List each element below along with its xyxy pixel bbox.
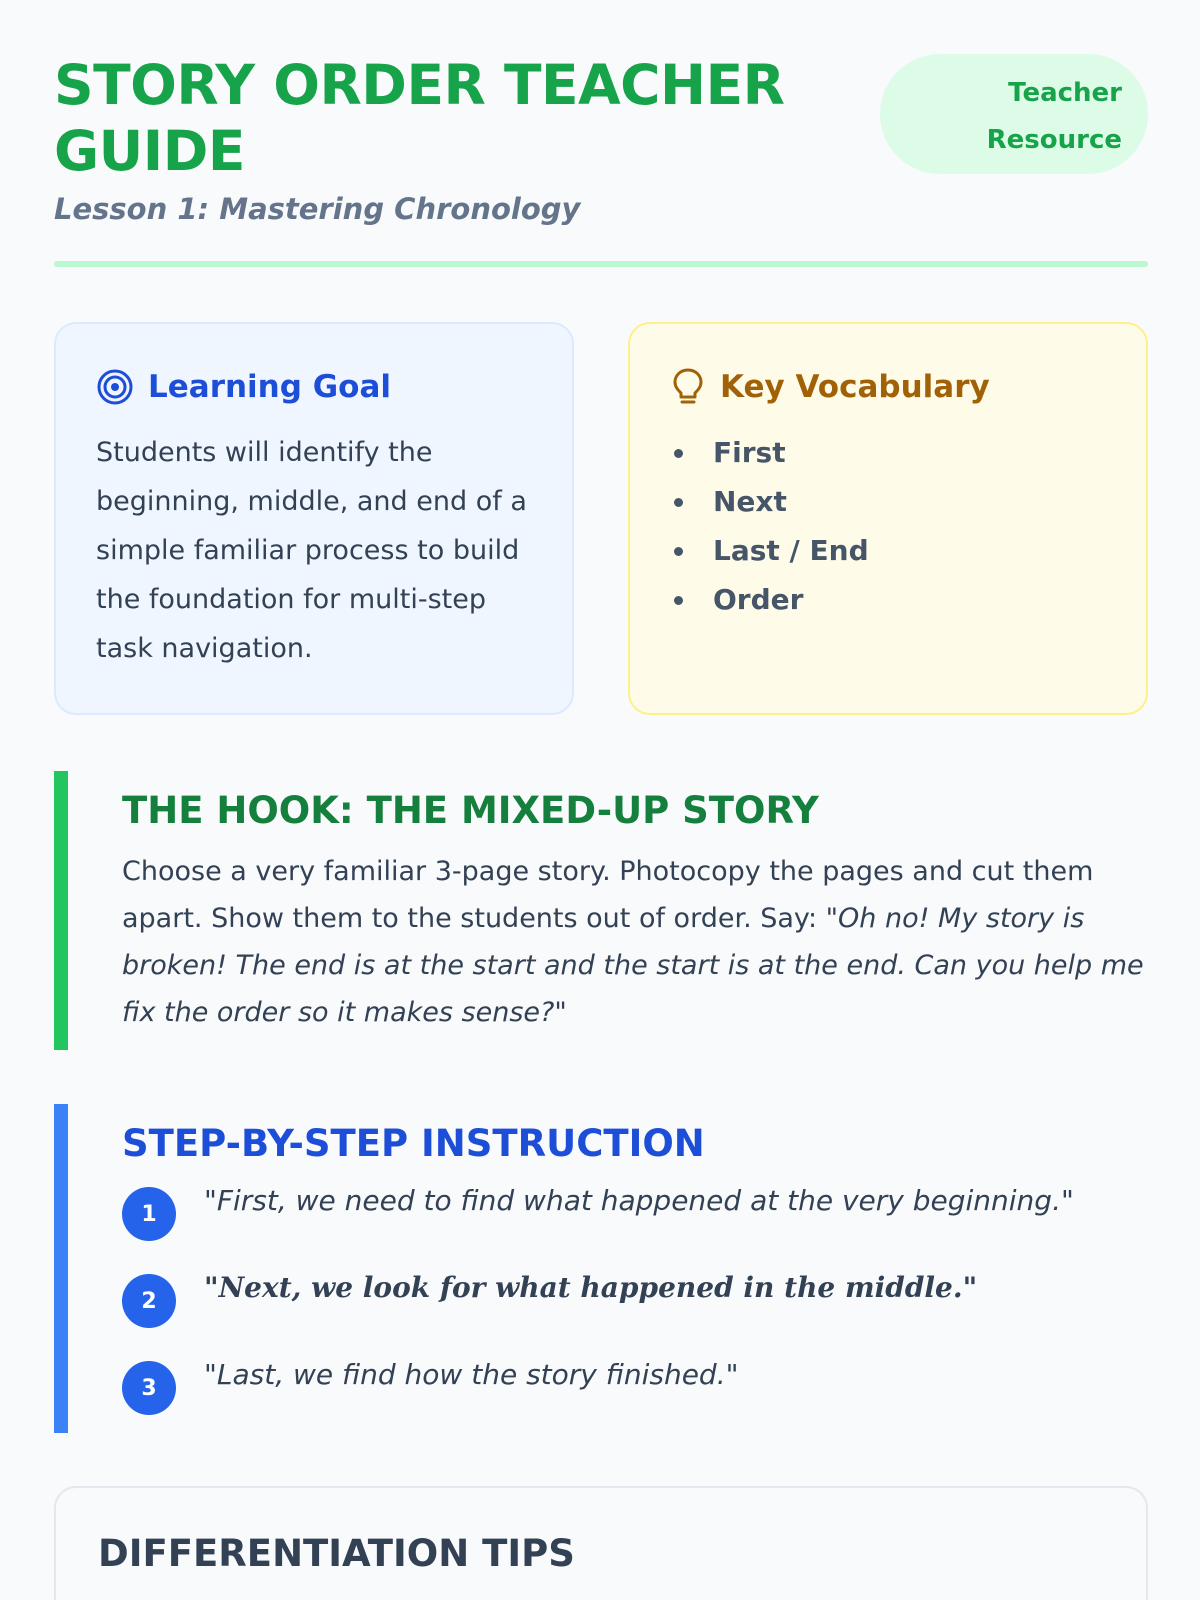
learning-goal-card — [54, 322, 574, 715]
learning-goal-text: Students will identify the beginning, middle, and end of a simple familiar process to build the foundation for multi-step task navigation. — [96, 437, 527, 664]
key-vocabulary-card — [628, 322, 1148, 715]
differentiation-card — [54, 1486, 1148, 1600]
step-item — [122, 1355, 1148, 1442]
instruction-section — [54, 1104, 1148, 1433]
hook-title: THE HOOK: THE MIXED-UP STORY — [122, 789, 819, 832]
vocabulary-item: Next — [670, 477, 1106, 526]
hook-text — [122, 848, 1148, 1036]
step-item — [122, 1268, 1148, 1355]
target-icon — [96, 368, 134, 406]
step-number-badge: 3 — [122, 1361, 176, 1415]
step-number-badge: 2 — [122, 1274, 176, 1328]
step-text: "Last, we find how the story finished." — [204, 1358, 739, 1391]
vocabulary-list — [670, 428, 1106, 624]
hook-instructions: Choose a very familiar 3-page story. Photocopy the pages and cut them apart. Show them to the students out of order. Say: — [122, 856, 1094, 934]
hook-section — [54, 771, 1148, 1050]
badge-line-2: Resource — [986, 125, 1122, 155]
step-item — [122, 1181, 1148, 1268]
page-title: STORY ORDER TEACHER GUIDE — [54, 53, 785, 183]
learning-goal-title: Learning Goal — [148, 369, 392, 405]
hook-quote: "Oh no! My story is broken! The end is at the start and the start is at the end. Can you help me fix the order so it makes sense?" — [122, 903, 1144, 1028]
vocabulary-item: Order — [670, 575, 1106, 624]
step-list — [122, 1181, 1148, 1442]
differentiation-title: DIFFERENTIATION TIPS — [98, 1532, 575, 1575]
vocabulary-item: Last / End — [670, 526, 1106, 575]
step-text: "First, we need to find what happened at the very beginning." — [204, 1184, 1074, 1217]
key-vocabulary-title: Key Vocabulary — [720, 369, 990, 405]
vocabulary-item: First — [670, 428, 1106, 477]
instruction-title: STEP-BY-STEP INSTRUCTION — [122, 1122, 705, 1165]
lightbulb-icon — [670, 367, 706, 407]
badge-line-1: Teacher — [1008, 78, 1122, 108]
teacher-resource-badge — [880, 54, 1148, 174]
step-number-badge: 1 — [122, 1187, 176, 1241]
page-subtitle: Lesson 1: Mastering Chronology — [54, 192, 581, 226]
page-header — [54, 52, 1148, 267]
step-text: "Next, we look for what happened in the middle." — [204, 1271, 978, 1304]
header-divider — [54, 261, 1148, 267]
